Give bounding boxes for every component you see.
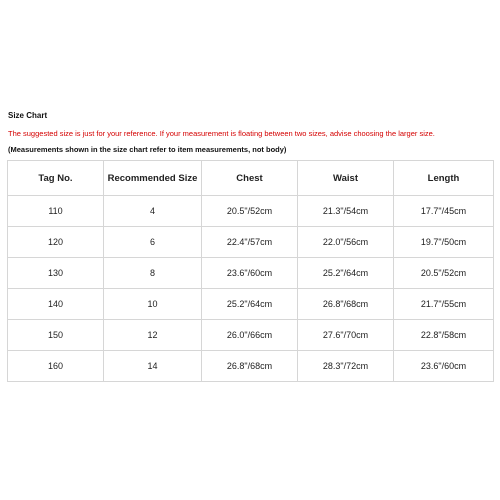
cell-waist: 22.0"/56cm xyxy=(298,227,394,258)
table-row xyxy=(8,196,494,227)
cell-length: 20.5"/52cm xyxy=(394,258,494,289)
cell-tag-no: 150 xyxy=(8,320,104,351)
cell-recommended-size: 4 xyxy=(104,196,202,227)
cell-recommended-size: 6 xyxy=(104,227,202,258)
cell-chest: 25.2"/64cm xyxy=(202,289,298,320)
header-recommended-size: Recommended Size xyxy=(104,161,202,196)
cell-tag-no: 160 xyxy=(8,351,104,382)
cell-recommended-size: 12 xyxy=(104,320,202,351)
header-length: Length xyxy=(394,161,494,196)
cell-chest: 23.6"/60cm xyxy=(202,258,298,289)
cell-recommended-size: 8 xyxy=(104,258,202,289)
table-row xyxy=(8,258,494,289)
table-row xyxy=(8,227,494,258)
cell-length: 23.6"/60cm xyxy=(394,351,494,382)
cell-tag-no: 110 xyxy=(8,196,104,227)
table-row xyxy=(8,351,494,382)
header-waist: Waist xyxy=(298,161,394,196)
cell-chest: 22.4"/57cm xyxy=(202,227,298,258)
size-table xyxy=(7,160,494,382)
table-header-row xyxy=(8,161,494,196)
cell-length: 17.7"/45cm xyxy=(394,196,494,227)
cell-chest: 26.8"/68cm xyxy=(202,351,298,382)
cell-length: 19.7"/50cm xyxy=(394,227,494,258)
cell-chest: 26.0"/66cm xyxy=(202,320,298,351)
cell-length: 22.8"/58cm xyxy=(394,320,494,351)
cell-waist: 21.3"/54cm xyxy=(298,196,394,227)
cell-length: 21.7"/55cm xyxy=(394,289,494,320)
header-chest: Chest xyxy=(202,161,298,196)
size-chart-title: Size Chart xyxy=(8,111,48,120)
table-row xyxy=(8,320,494,351)
table-row xyxy=(8,289,494,320)
measurement-note: (Measurements shown in the size chart refer to item measurements, not body) xyxy=(8,145,287,154)
cell-waist: 28.3"/72cm xyxy=(298,351,394,382)
cell-tag-no: 140 xyxy=(8,289,104,320)
cell-waist: 27.6"/70cm xyxy=(298,320,394,351)
size-advice-notice: The suggested size is just for your reference. If your measurement is floating between two sizes, advise choosing the larger size. xyxy=(8,129,435,138)
cell-recommended-size: 14 xyxy=(104,351,202,382)
cell-chest: 20.5"/52cm xyxy=(202,196,298,227)
cell-tag-no: 130 xyxy=(8,258,104,289)
header-tag-no: Tag No. xyxy=(8,161,104,196)
cell-waist: 26.8"/68cm xyxy=(298,289,394,320)
cell-recommended-size: 10 xyxy=(104,289,202,320)
cell-tag-no: 120 xyxy=(8,227,104,258)
cell-waist: 25.2"/64cm xyxy=(298,258,394,289)
